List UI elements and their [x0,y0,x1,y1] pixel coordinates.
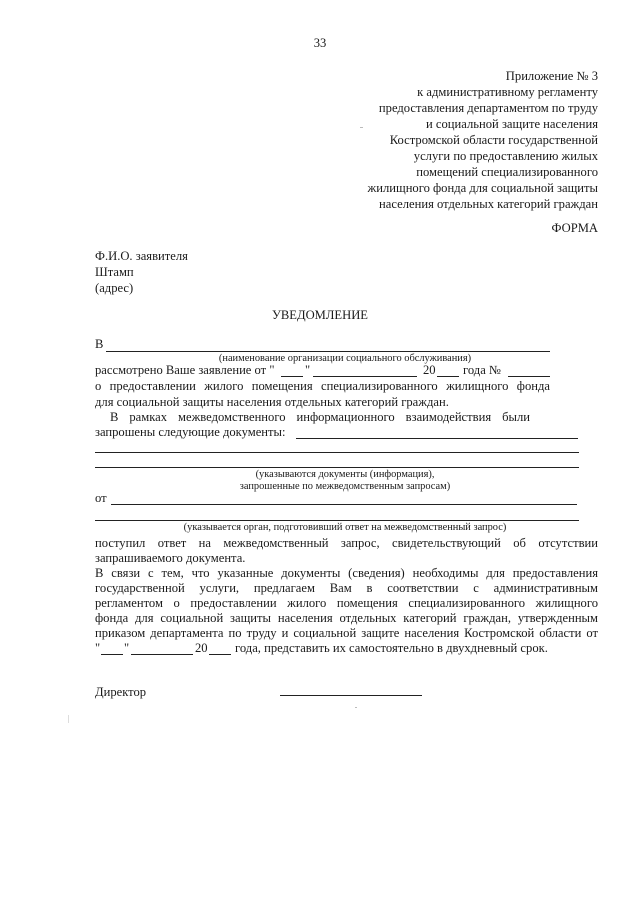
date-day-field-line[interactable] [281,376,303,377]
applicant-name-label: Ф.И.О. заявителя [95,249,188,263]
applicant-address-label: (адрес) [95,281,134,295]
last-quote-open: " [95,641,101,655]
order-day-field-line[interactable] [101,654,123,655]
applicant-stamp-label: Штамп [95,265,134,279]
order-year-field-line[interactable] [209,654,231,655]
last-quote-close: " [124,641,130,655]
paragraph-line: фонда для социальной защиты населения отдельных категорий граждан, утвержденным [95,611,598,625]
signature-field-line[interactable] [280,695,422,696]
documents-field-line-1[interactable] [296,438,578,439]
paragraph-line: регламентом о предоставлении жилого помещения специализированного жилищного [95,596,598,610]
signature-position: Директор [95,685,147,699]
documents-caption-1: (указываются документы (информация), [255,469,435,480]
date-year-field-line[interactable] [437,376,459,377]
form-label: ФОРМА [551,221,598,235]
paragraph-line: государственной услуги, предлагаем Вам в соответствии с административным [95,581,598,595]
organization-caption: (наименование организации социального обслуживания) [218,353,472,364]
date-month-field-line[interactable] [313,376,417,377]
appendix-line: помещений специализированного [416,165,598,179]
appendix-line: и социальной защите населения [426,117,598,131]
requested-document-line: запрашиваемого документа. [95,551,246,565]
organ-field-line-1[interactable] [111,504,577,505]
scan-speck [68,715,69,723]
last-rest-text: года, представить их самостоятельно в двухдневный срок. [235,641,548,655]
appendix-line: населения отдельных категорий граждан [379,197,598,211]
documents-field-line-2[interactable] [95,452,579,453]
appendix-line: предоставления департаментом по труду [378,101,598,115]
order-month-field-line[interactable] [131,654,193,655]
application-number-field-line[interactable] [508,376,550,377]
about-line: о предоставлении жилого помещения специализированного жилищного фонда [95,379,550,393]
reviewed-quote: " [305,363,311,377]
reviewed-number-label: года № [463,363,501,377]
appendix-line: Костромской области государственной [389,133,598,147]
appendix-line: к административному регламенту [417,85,598,99]
requested-docs-label: запрошены следующие документы: [95,425,286,439]
appendix-line: услуги по предоставлению жилых [413,149,598,163]
to-prefix: В [95,337,104,351]
received-line: поступил ответ на межведомственный запрос, свидетельствующий об отсутствии [95,536,598,550]
scan-speck [360,127,363,128]
for-line: для социальной защиты населения отдельных категорий граждан. [95,395,449,409]
scan-speck [355,707,357,708]
interagency-line: В рамках межведомственного информационного взаимодействия были [110,410,530,424]
document-title: УВЕДОМЛЕНИЕ [271,308,368,322]
documents-caption-2: запрошенные по межведомственным запросам) [239,481,451,492]
last-year: 20 [195,641,208,655]
appendix-line: Приложение № 3 [505,69,598,83]
appendix-line: жилищного фонда для социальной защиты [367,181,598,195]
reviewed-year: 20 [423,363,436,377]
organ-caption: (указывается орган, подготовивший ответ на межведомственный запрос) [183,522,507,533]
paragraph-line: приказом департамента по труду и социальной защите населения Костромской области от [95,626,598,640]
page-number: 33 [313,36,327,50]
paragraph-line: В связи с тем, что указанные документы (сведения) необходимы для предоставления [95,566,598,580]
reviewed-text: рассмотрено Ваше заявление от " [95,363,275,377]
from-prefix: от [95,491,107,505]
